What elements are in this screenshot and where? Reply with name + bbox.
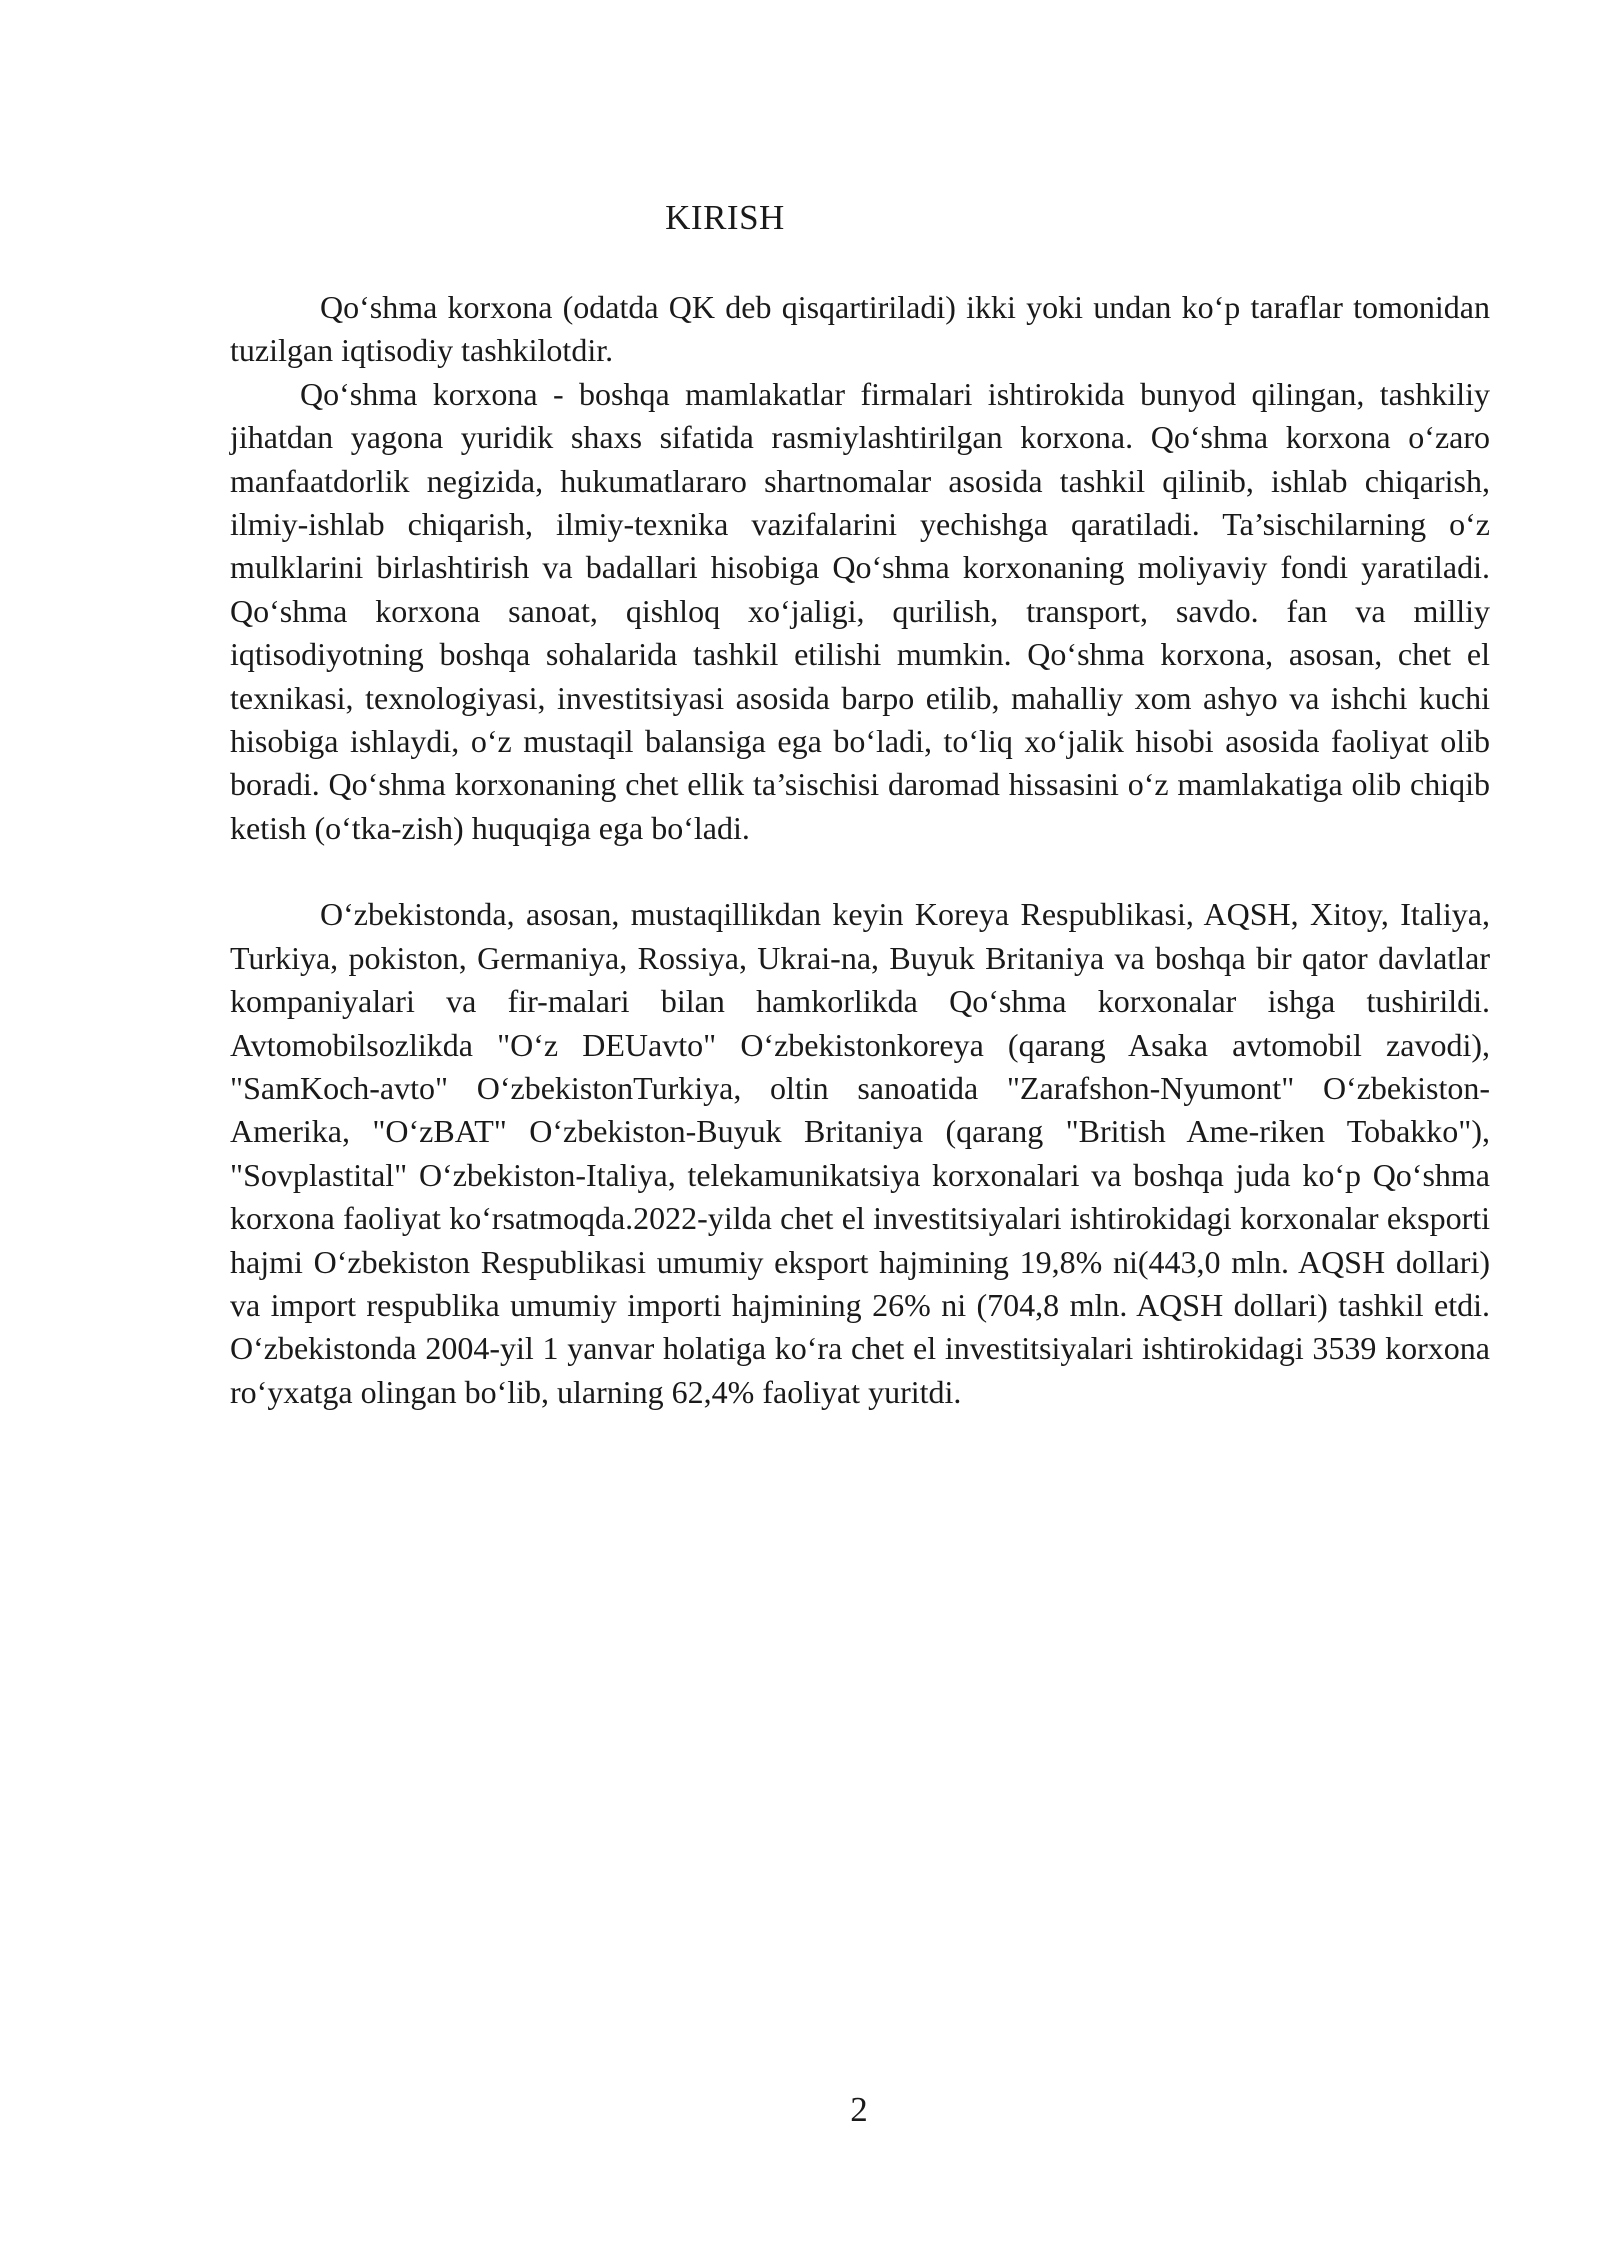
page-number: 2 (850, 2090, 868, 2129)
paragraph-uzbekistan: O‘zbekistonda, asosan, mustaqillikdan keyin Koreya Respublikasi, AQSH, Xitoy, Italiya, Turkiya, pokiston, Germaniya, Rossiya, Ukrai-na, Buyuk Britaniya va boshqa bir qator davlatlar kompaniyalari va fir-malari bilan hamkorlikda Qo‘shma korxonalar ishga tushirildi. Avtomobilsozlikda "O‘z DEUavto" O‘zbekistonkoreya (qarang Asaka avtomobil zavodi), "SamKoch-avto" O‘zbekistonTurkiya, oltin sanoatida "Zarafshon-Nyumont" O‘zbekiston-Amerika, "O‘zBAT" O‘zbekiston-Buyuk Britaniya (qarang "British Ame-riken Tobakko"), "Sovplastital" O‘zbekiston-Italiya, telekamunikatsiya korxonalari va boshqa juda ko‘p Qo‘shma korxona faoliyat ko‘rsatmoqda.2022-yilda chet el investitsiyalari ishtirokidagi korxonalar eksporti hajmi O‘zbekiston Respublikasi umumiy eksport hajmining 19,8% ni(443,0 mln. AQSH dollari) va import respublika umumiy importi hajmining 26% ni (704,8 mln. AQSH dollari) tashkil etdi. O‘zbekistonda 2004-yil 1 yanvar holatiga ko‘ra chet el investitsiyalari ishtirokidagi 3539 korxona ro‘yxatga olingan bo‘lib, ularning 62,4% faoliyat yuritdi. (230, 896, 1490, 1410)
paragraph-intro: Qo‘shma korxona (odatda QK deb qisqartiriladi) ikki yoki undan ko‘p taraflar tomonidan tuzilgan iqtisodiy tashkilotdir. (230, 289, 1490, 369)
page-title: KIRISH (665, 198, 785, 237)
paragraph-definition: Qo‘shma korxona - boshqa mamlakatlar firmalari ishtirokida bunyod qilingan, tashkiliy jihatdan yagona yuridik shaxs sifatida rasmiylashtirilgan korxona. Qo‘shma korxona o‘zaro manfaatdorlik negizida, hukumatlararo shartnomalar asosida tashkil qilinib, ishlab chiqarish, ilmiy-ishlab chiqarish, ilmiy-texnika vazifalarini yechishga qaratiladi. Ta’sischilarning o‘z mulklarini birlashtirish va badallari hisobiga Qo‘shma korxonaning moliyaviy fondi yaratiladi. Qo‘shma korxona sanoat, qishloq xo‘jaligi, qurilish, transport, savdo. fan va milliy iqtisodiyotning boshqa sohalarida tashkil etilishi mumkin. Qo‘shma korxona, asosan, chet el texnikasi, texnologiyasi, investitsiyasi asosida barpo etilib, mahalliy xom ashyo va ishchi kuchi hisobiga ishlaydi, o‘z mustaqil balansiga ega bo‘ladi, to‘liq xo‘jalik hisobi asosida faoliyat olib boradi. Qo‘shma korxonaning chet ellik ta’sischisi daromad hissasini o‘z mamlakatiga olib chiqib ketish (o‘tka-zish) huquqiga ega bo‘ladi. (230, 375, 1490, 846)
document-body (230, 286, 1490, 1414)
